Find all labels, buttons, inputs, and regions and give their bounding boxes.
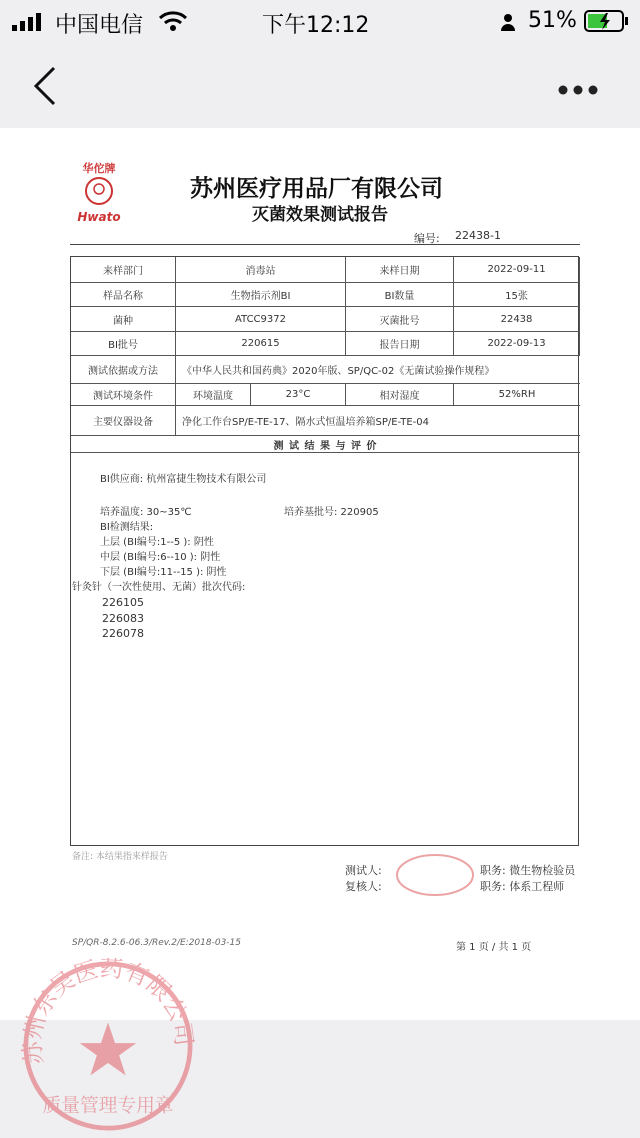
culture-temp: 培养温度: 30~35℃ [100, 507, 192, 518]
table-value: 消毒站 [176, 257, 346, 283]
battery-icon [584, 10, 630, 38]
person-icon [500, 12, 516, 37]
table-label: 菌种 [71, 307, 176, 332]
table-label: 来样部门 [71, 257, 176, 283]
table-label: 相对湿度 [346, 384, 454, 406]
results-header: 测 试 结 果 与 评 价 [71, 436, 580, 453]
signal-icon [12, 12, 48, 37]
layer-result: 中层 (BI编号:6--10 ): 阴性 [100, 552, 221, 563]
company-seal [20, 958, 196, 1134]
table-value: 220615 [176, 332, 346, 356]
reviewer-label: 复核人: [345, 880, 382, 893]
hwato-logo [74, 160, 124, 224]
wifi-icon [158, 10, 188, 38]
layer-result: 上层 (BI编号:1--5 ): 阴性 [100, 537, 214, 548]
more-button[interactable] [558, 80, 602, 99]
table-label: 样品名称 [71, 283, 176, 307]
needle-label: 针灸针（一次性使用、无菌）批次代码: [72, 582, 246, 593]
table-label: BI批号 [71, 332, 176, 356]
table-value: 生物指示剂BI [176, 283, 346, 307]
table-label: 报告日期 [346, 332, 454, 356]
table-label: 测试环境条件 [71, 384, 176, 406]
supplier: BI供应商: 杭州富捷生物技术有限公司 [100, 474, 267, 485]
medium-batch: 培养基批号: 220905 [284, 507, 379, 518]
table-value: 23°C [251, 384, 346, 406]
report-title: 灭菌效果测试报告 [252, 205, 388, 225]
table-label: 来样日期 [346, 257, 454, 283]
tester-role: 职务: 微生物检验员 [480, 864, 576, 877]
table-value: 15张 [454, 283, 580, 307]
note: 备注: 本结果指来样报告 [72, 852, 168, 862]
carrier: 中国电信 [55, 13, 144, 38]
divider [70, 244, 580, 245]
svg-text:质量管理专用章: 质量管理专用章 [42, 1095, 174, 1117]
bi-result-label: BI检测结果: [100, 522, 154, 533]
back-button[interactable] [30, 64, 60, 112]
page-number: 第 1 页 / 共 1 页 [456, 942, 532, 953]
batch-code: 226083 [102, 612, 144, 625]
table-value: 2022-09-11 [454, 257, 580, 283]
small-stamp [394, 852, 476, 898]
table-label: BI数量 [346, 283, 454, 307]
table-label: 主要仪器设备 [71, 406, 176, 436]
layer-result: 下层 (BI编号:11--15 ): 阴性 [100, 567, 227, 578]
battery-percent: 51% [528, 8, 577, 33]
table-label: 环境温度 [176, 384, 251, 406]
nav-bar [0, 44, 640, 128]
report-number: 22438-1 [455, 229, 501, 242]
svg-text:苏州东吴医药有限公司: 苏州东吴医药有限公司 [20, 958, 196, 1067]
reviewer-role: 职务: 体系工程师 [480, 880, 565, 893]
table-label: 测试依据或方法 [71, 356, 176, 384]
table-value: 2022-09-13 [454, 332, 580, 356]
table-value: ATCC9372 [176, 307, 346, 332]
logo-en: Hwato [77, 210, 121, 224]
table-value: 净化工作台SP/E-TE-17、隔水式恒温培养箱SP/E-TE-04 [176, 406, 580, 436]
clock: 下午12:12 [262, 13, 370, 38]
batch-code: 226078 [102, 627, 144, 640]
logo-cn: 华佗牌 [82, 162, 116, 175]
table-label: 灭菌批号 [346, 307, 454, 332]
number-label: 编号: [414, 232, 440, 245]
batch-code: 226105 [102, 596, 144, 609]
company-name: 苏州医疗用品厂有限公司 [190, 176, 443, 202]
tester-label: 测试人: [345, 864, 382, 877]
table-value: 《中华人民共和国药典》2020年版、SP/QC-02《无菌试验操作规程》 [176, 356, 580, 384]
table-value: 22438 [454, 307, 580, 332]
status-bar [0, 0, 640, 44]
table-value: 52%RH [454, 384, 580, 406]
form-code: SP/QR-8.2.6-06.3/Rev.2/E:2018-03-15 [72, 938, 242, 948]
